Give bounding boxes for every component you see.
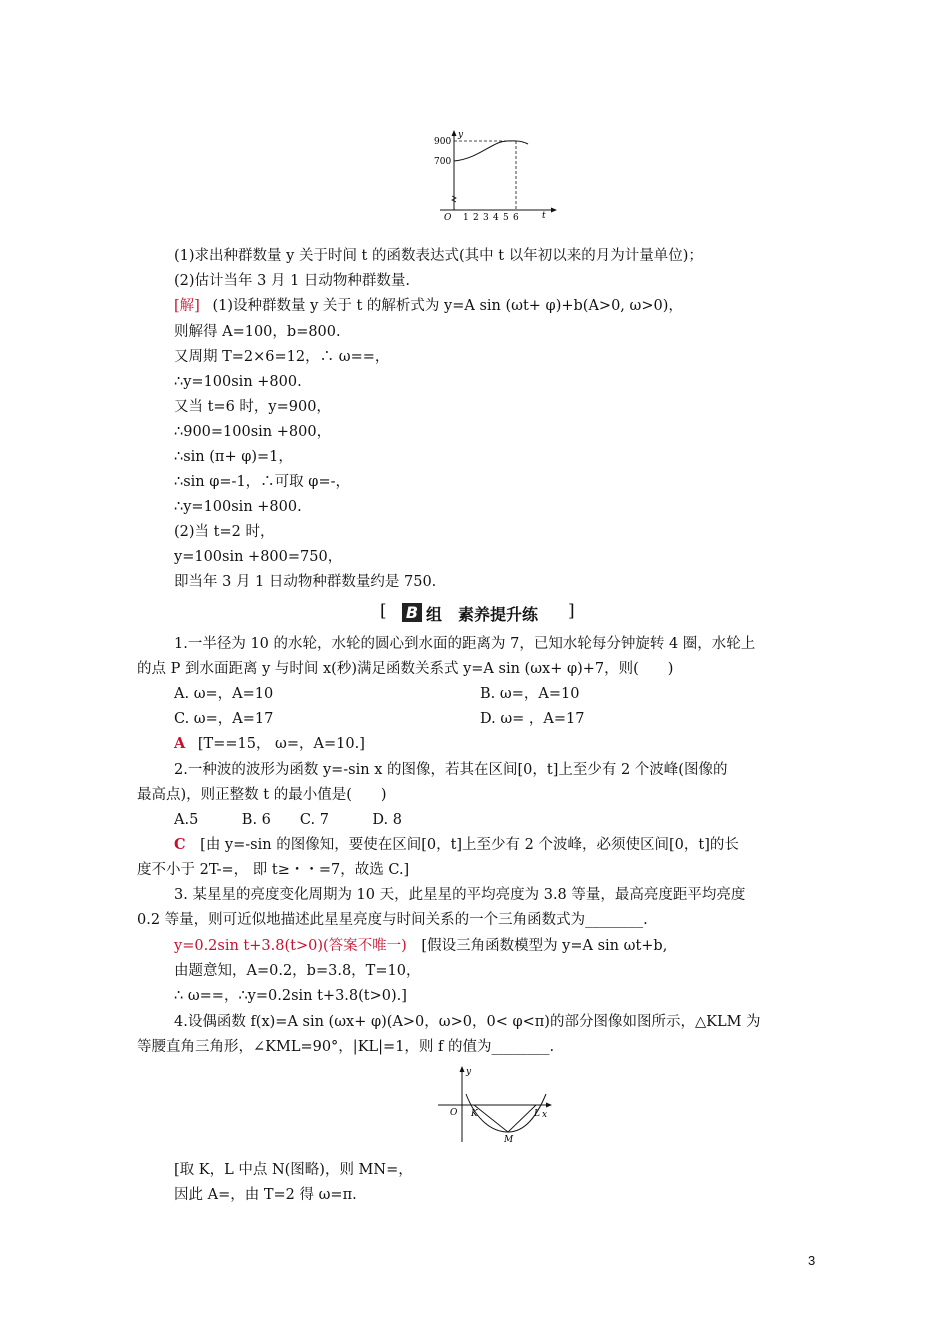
x-tick-1: 1	[463, 213, 469, 223]
q4-stem: 等腰直角三角形，∠KML=90°，|KL|=1，则 f 的值为________.	[137, 1039, 555, 1055]
solution-line: 即当年 3 月 1 日动物种群数量约是 750.	[174, 574, 437, 590]
q2-stem: 2.一种波的波形为函数 y=-sin x 的图像，若其在区间[0，t]上至少有 2 个波峰(图像的	[174, 762, 728, 778]
y-axis-label: y	[458, 130, 464, 140]
y-tick-900: 900	[434, 137, 452, 147]
x-tick-6: 6	[513, 213, 519, 223]
point-m-label: M	[504, 1135, 514, 1145]
solution-line: ∴y=100sin +800.	[174, 374, 302, 390]
solution-line: ∴sin φ=-1，∴可取 φ=-，	[174, 474, 350, 490]
solution-line: y=100sin +800=750，	[174, 549, 343, 565]
q1-stem: 的点 P 到水面距离 y 与时间 x(秒)满足函数关系式 y=A sin (ωx+ φ)+7，则( )	[137, 661, 674, 677]
origin-label: O	[450, 1108, 458, 1118]
q4-explanation: 因此 A=，由 T=2 得 ω=π.	[174, 1187, 357, 1203]
point-k-label: K	[471, 1109, 478, 1119]
section-title: 组 素养提升练	[426, 605, 539, 624]
x-tick-4: 4	[493, 213, 499, 223]
answer-letter: A	[174, 735, 186, 752]
answer-explanation: [假设三角函数模型为 y=A sin ωt+b,	[421, 938, 668, 954]
q2-explanation: 度不小于 2T-=， 即 t≥・・=7，故选 C.]	[137, 862, 410, 878]
y-axis-label: y	[466, 1067, 472, 1077]
question-part-2: (2)估计当年 3 月 1 日动物种群数量.	[174, 273, 411, 289]
y-tick-700: 700	[434, 157, 452, 167]
solution-line: 则解得 A=100，b=800.	[174, 324, 341, 340]
q3-explanation: ∴ ω==，∴y=0.2sin t+3.8(t>0).]	[174, 988, 407, 1004]
solution-tag: [解]	[174, 298, 200, 314]
solution-line: ∴900=100sin +800，	[174, 424, 332, 440]
origin-label: O	[444, 213, 452, 223]
q1-stem: 1.一半径为 10 的水轮，水轮的圆心到水面的距离为 7，已知水轮每分钟旋转 4 圈，水轮上	[174, 636, 756, 652]
section-badge: B	[402, 603, 422, 622]
solution-text: (1)设种群数量 y 关于 t 的解析式为 y=A sin (ωt+ φ)+b(A>0, ω>0)，	[212, 298, 683, 314]
solution-line: 又周期 T=2×6=12，∴ ω==，	[174, 349, 390, 365]
question-part-1: (1)求出种群数量 y 关于时间 t 的函数表达式(其中 t 以年初以来的月为计量单位)；	[174, 248, 703, 264]
x-axis-label: t	[542, 211, 546, 221]
q1-answer	[174, 734, 365, 754]
q1-option-a: A. ω=，A=10	[174, 686, 274, 702]
solution-line: ∴y=100sin +800.	[174, 499, 302, 515]
x-tick-3: 3	[483, 213, 489, 223]
q1-option-c: C. ω=，A=17	[174, 711, 274, 727]
answer-letter: C	[174, 836, 186, 853]
answer-formula: y=0.2sin t+3.8(t>0)(答案不唯一)	[174, 938, 407, 954]
q3-answer	[174, 936, 667, 956]
q1-option-b: B. ω=，A=10	[480, 686, 580, 702]
x-axis-label: x	[542, 1110, 548, 1120]
cosine-graph	[436, 1064, 556, 1146]
answer-explanation: [T==15， ω=，A=10.]	[197, 736, 365, 752]
solution-line	[174, 296, 683, 316]
q2-stem: 最高点)，则正整数 t 的最小值是( )	[137, 787, 387, 803]
q1-option-d: D. ω= ，A=17	[480, 711, 585, 727]
answer-explanation: [由 y=-sin 的图像知，要使在区间[0，t]上至少有 2 个波峰，必须使区间[0，t]的长	[200, 837, 739, 853]
solution-line: 又当 t=6 时，y=900，	[174, 399, 331, 415]
solution-line: (2)当 t=2 时，	[174, 524, 275, 540]
q3-stem: 0.2 等量，则可近似地描述此星星亮度与时间关系的一个三角函数式为________.	[137, 912, 648, 928]
q2-answer	[174, 835, 739, 855]
x-tick-5: 5	[503, 213, 509, 223]
point-l-label: L	[534, 1109, 540, 1119]
q4-stem: 4.设偶函数 f(x)=A sin (ωx+ φ)(A>0，ω>0，0< φ<π)的部分图像如图所示，△KLM 为	[174, 1014, 761, 1030]
q2-options: A.5 B. 6 C. 7 D. 8	[174, 812, 402, 828]
population-graph	[434, 128, 564, 224]
page-number: 3	[808, 1253, 816, 1268]
x-tick-2: 2	[473, 213, 479, 223]
section-open-bracket: [	[380, 601, 387, 621]
solution-line: ∴sin (π+ φ)=1，	[174, 449, 293, 465]
section-b-header	[380, 601, 580, 625]
q3-explanation: 由题意知，A=0.2，b=3.8，T=10，	[174, 963, 421, 979]
q3-stem: 3. 某星星的亮度变化周期为 10 天，此星星的平均亮度为 3.8 等量，最高亮度距平均亮度	[174, 887, 746, 903]
section-close-bracket: ]	[568, 601, 575, 621]
q4-explanation: [取 K，L 中点 N(图略)，则 MN=，	[174, 1162, 413, 1178]
